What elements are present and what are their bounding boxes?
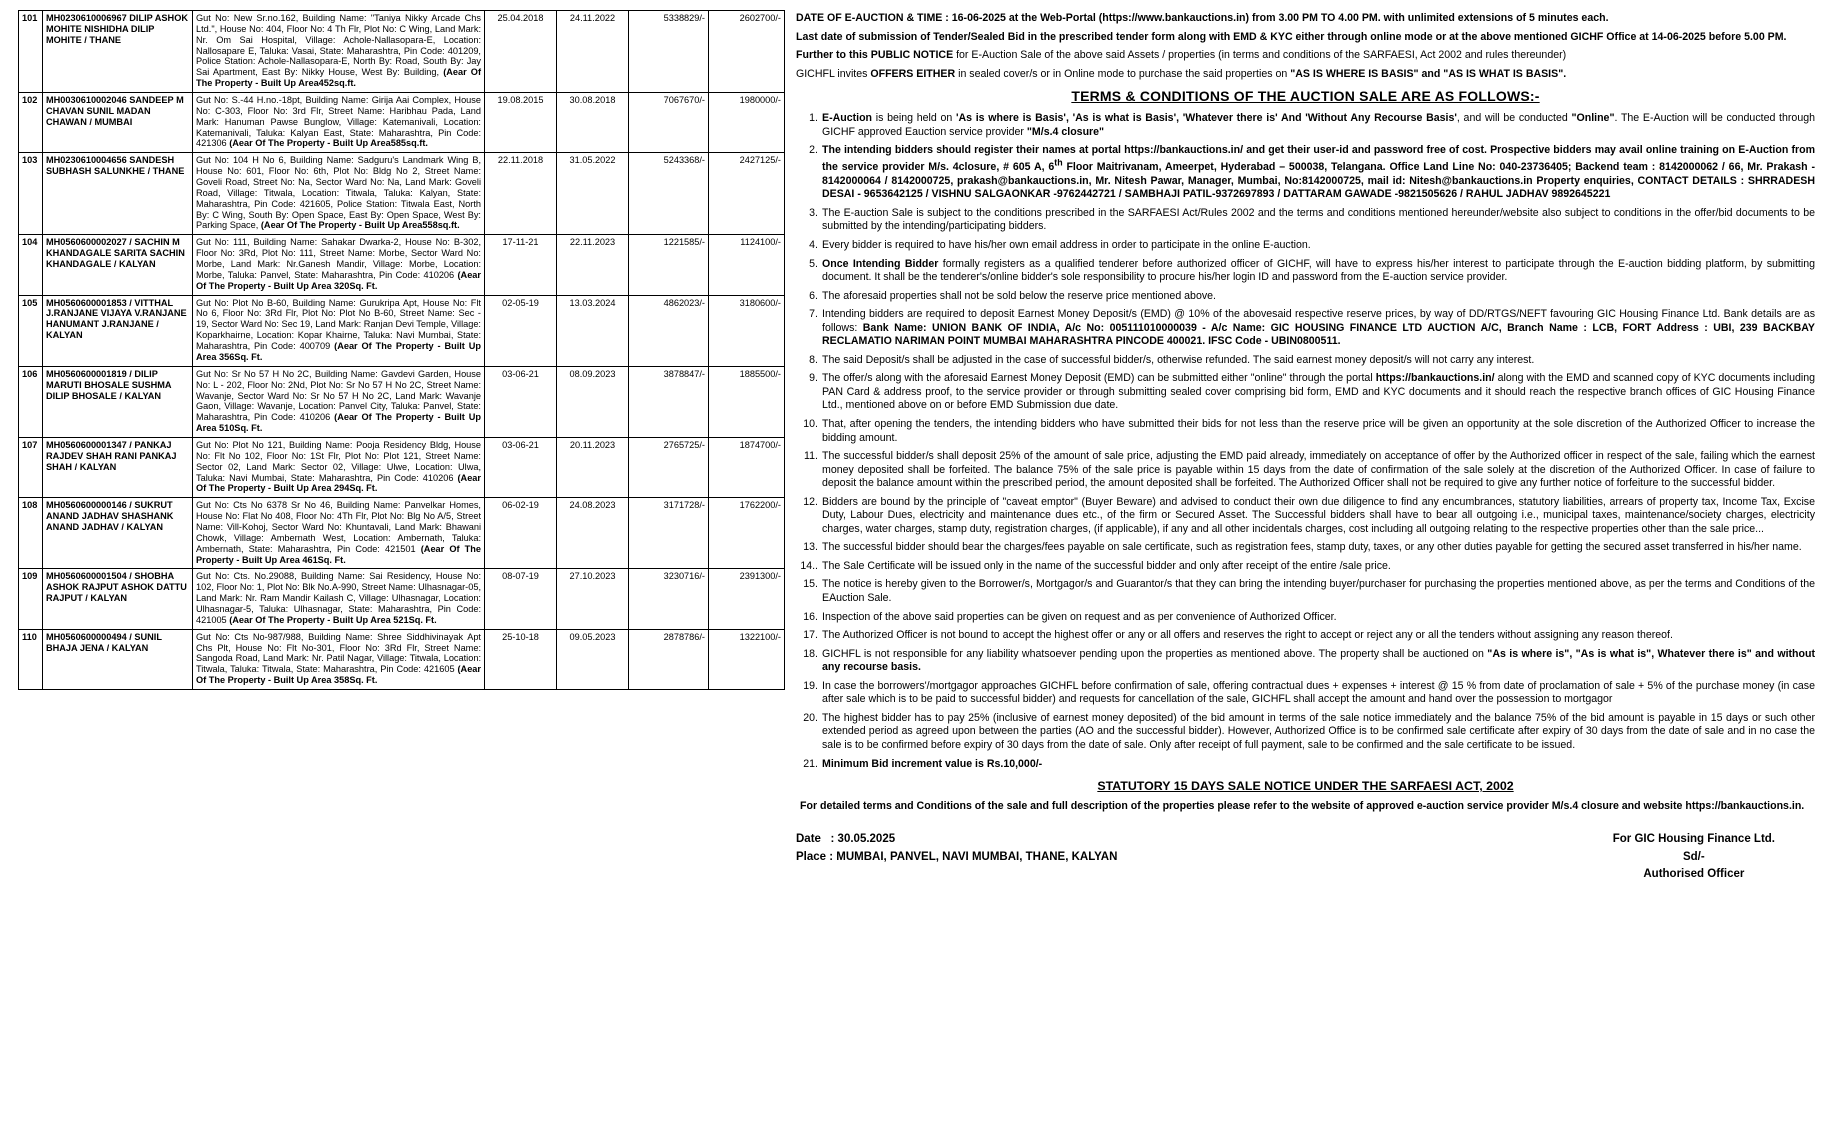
row-demand-amount: 3230716/-	[629, 569, 709, 629]
row-borrower-name: MH0560600001504 / SHOBHA ASHOK RAJPUT ASHOK DATTU RAJPUT / KALYAN	[43, 569, 193, 629]
term-number: 10.	[803, 418, 818, 431]
term-number: 4.	[809, 239, 818, 251]
statutory-notice-title: STATUTORY 15 DAYS SALE NOTICE UNDER THE SARFAESI ACT, 2002	[1097, 779, 1514, 794]
public-notice-line	[796, 49, 1815, 63]
row-date-one: 02-05-19	[485, 295, 557, 366]
public-notice-keyword: PUBLIC NOTICE	[870, 49, 954, 62]
row-reserve-price: 1322100/-	[709, 629, 785, 689]
term-item	[803, 679, 1815, 707]
row-demand-amount: 7067670/-	[629, 93, 709, 153]
term-item	[809, 239, 1815, 253]
row-borrower-name: MH0230610006967 DILIP ASHOK MOHITE NISHIDHA DILIP MOHITE / THANE	[43, 11, 193, 93]
date-value: : 30.05.2025	[830, 833, 896, 846]
term-number: 11.	[804, 450, 818, 463]
term-item	[809, 144, 1815, 202]
officer-title: Authorised Officer	[1643, 867, 1745, 880]
row-date-two: 08.09.2023	[557, 366, 629, 437]
row-serial-number: 102	[19, 93, 43, 153]
date-place-block	[796, 831, 1117, 866]
term-number: 15.	[803, 578, 818, 591]
term-number: 8.	[809, 353, 818, 366]
property-table-section	[18, 10, 784, 1117]
term-text: Once Intending Bidder formally registers as a qualified tenderer before authorized officer of GICHF, will have to express his/her interest to participate through the E-auction bidding platform, by submitting document. It shall be the tenderer's/online bidder's sole responsibility to procure his/her login ID and password from the E-auction service provider.	[822, 257, 1816, 284]
auction-datetime-line: DATE OF E-AUCTION & TIME : 16-06-2025 at the Web-Portal (https://www.bankauctions.in) from 3.00 PM TO 4.00 PM. with unlimited extensions of 5 minutes each.	[796, 12, 1609, 24]
term-number: 17.	[803, 629, 818, 642]
row-date-one: 06-02-19	[485, 498, 557, 569]
row-serial-number: 110	[19, 629, 43, 689]
row-date-one: 03-06-21	[485, 437, 557, 497]
row-date-one: 25.04.2018	[485, 11, 557, 93]
term-number: 6.	[809, 289, 818, 302]
term-item	[809, 112, 1815, 139]
row-demand-amount: 2878786/-	[629, 629, 709, 689]
term-item	[809, 289, 1815, 304]
term-item	[809, 308, 1815, 349]
term-text: The offer/s along with the aforesaid Earnest Money Deposit (EMD) can be submitted either "online" through the portal https://bankauctions.in/ along with the EMD and scanned copy of KYC documents including PAN Card & address proof, to the service provider or through submitting sealed cover comprising bid form, EMD and KYC documents and it should reach the respective branch offices of GIC Housing Finance Ltd., mentioned above on or before EMD Submission due date.	[822, 372, 1815, 412]
term-number: 9.	[809, 372, 818, 385]
row-serial-number: 107	[19, 437, 43, 497]
row-property-description: Gut No: Plot No B-60, Building Name: Gurukripa Apt, House No: Flt No 6, Floor No: 3Rd Flr, Plot No: Plot No B-60, Street Name: Sec - 19, Sector Ward No: Sec 19, Land Mark: Ranjan Devi Temple, Village: Koparkhairne, Location: Kopar Khairne, Taluka: Navi Mumbai, State: Maharashtra, Pin Code: 400709 (Aear Of The Property - Built Up Area 356Sq. Ft.	[193, 295, 485, 366]
row-reserve-price: 2602700/-	[709, 11, 785, 93]
row-reserve-price: 2427125/-	[709, 153, 785, 235]
offers-lead: GICHFL invites	[796, 67, 871, 80]
authorised-officer-block	[1613, 831, 1815, 883]
row-property-description: Gut No: S.-44 H.no.-18pt, Building Name: Girija Aai Complex, House No: C-303, Floor No: 3rd Flr, Street Name: Haribhau Pada, Land Mark: Hanuman Pawse Bunglow, Village: Katemanivali, Location: Katemanivali, Taluka: Kalyan East, State: Maharashtra, Pin Code: 421306 (Aear Of The Property - Built Up Area585sq.ft.	[193, 93, 485, 153]
row-serial-number: 104	[19, 235, 43, 295]
term-text: Every bidder is required to have his/her own email address in order to participate in the online E-auction.	[822, 239, 1311, 251]
row-borrower-name: MH0030610002046 SANDEEP M CHAVAN SUNIL MADAN CHAWAN / MUMBAI	[43, 93, 193, 153]
term-text: E-Auction is being held on 'As is where is Basis', 'As is what is Basis', 'Whatever there is' And 'Without Any Recourse Basis', and will be conducted "Online". The E-Auction will be conducted through GICHF approved Eauction service provider "M/s.4 closure"	[822, 112, 1815, 138]
place-value: : MUMBAI, PANVEL, NAVI MUMBAI, THANE, KALYAN	[829, 850, 1118, 863]
row-date-two: 30.08.2018	[557, 93, 629, 153]
row-reserve-price: 1980000/-	[709, 93, 785, 153]
row-date-one: 19.08.2015	[485, 93, 557, 153]
row-date-two: 09.05.2023	[557, 629, 629, 689]
term-number: 7.	[809, 308, 818, 321]
row-date-two: 13.03.2024	[557, 295, 629, 366]
term-item	[809, 372, 1815, 413]
term-item	[803, 647, 1815, 675]
table-row	[19, 295, 785, 366]
row-property-description: Gut No: Cts No 6378 Sr No 46, Building Name: Panvelkar Homes, House No: Flat No 408, Floor No: 4Th Flr, Plot No: Blg No A/5, Street Name: Vill-Kohoj, Sector Ward No: Khuntavali, Land Mark: Bhawani Chowk, Village: Ambernath West, Location: Ambernath, Taluka: Ambernath, State: Maharashtra, Pin Code: 421501 (Aear Of The Property - Built Up Area 461Sq. Ft.	[193, 498, 485, 569]
term-text: Inspection of the above said properties can be given on request and as per convenience of Authorized Officer.	[822, 610, 1337, 623]
term-number: 13.	[803, 541, 818, 554]
row-borrower-name: MH0560600000146 / SUKRUT ANAND JADHAV SHASHANK ANAND JADHAV / KALYAN	[43, 498, 193, 569]
term-item	[803, 757, 1815, 772]
row-serial-number: 101	[19, 11, 43, 93]
term-item	[803, 418, 1815, 445]
term-item	[809, 257, 1816, 285]
term-item	[803, 629, 1815, 643]
term-item	[804, 450, 1815, 491]
row-date-one: 03-06-21	[485, 366, 557, 437]
row-borrower-name: MH0560600001819 / DILIP MARUTI BHOSALE SUSHMA DILIP BHOSALE / KALYAN	[43, 366, 193, 437]
term-text: The aforesaid properties shall not be sold below the reserve price mentioned above.	[822, 289, 1216, 302]
row-borrower-name: MH0560600000494 / SUNIL BHAJA JENA / KALYAN	[43, 629, 193, 689]
public-notice-rest: for E-Auction Sale of the above said Assets / properties (in terms and conditions of the SARFAESI, Act 2002 and rules thereunder)	[953, 49, 1567, 62]
row-serial-number: 106	[19, 366, 43, 437]
term-number: 20.	[803, 711, 818, 724]
offers-mid: in sealed cover/s or in Online mode to purchase the said properties on	[955, 67, 1291, 80]
place-label: Place	[796, 850, 827, 863]
term-text: The successful bidder/s shall deposit 25% of the amount of sale price, adjusting the EMD paid already, immediately on acceptance of offer by the Authorized officer in respect of the sale, failing which the earnest money deposited shall be forfeited. The balance 75% of the sale price is payable within 15 days from the date of confirmation of the sale solely at the discretion of the Authorized Officer. In case of failure to deposit the balance amount within the prescribed period, the amount deposited shall be forfeited. The Authorized Officer shall not be required to give any further notice of forfeiture to the successful bidder.	[822, 450, 1815, 490]
term-text: The Sale Certificate will be issued only in the name of the successful bidder and only after receipt of the entire /sale price.	[822, 559, 1391, 572]
row-reserve-price: 1874700/-	[709, 437, 785, 497]
company-name: For GIC Housing Finance Ltd.	[1612, 833, 1775, 846]
row-property-description: Gut No: Plot No 121, Building Name: Pooja Residency Bldg, House No: Flt No 102, Floor No: 1St Flr, Plot No: Plot 121, Street Name: Sector 02, Land Mark: Sector 02, Village: Ulwe, Location: Ulwa, Taluka: Navi Mumbai, State: Maharashtra, Pin Code: 410206 (Aear Of The Property - Built Up Area 294Sq. Ft.	[193, 437, 485, 497]
term-item	[803, 711, 1815, 753]
term-item	[803, 495, 1815, 537]
term-text: Intending bidders are required to deposit Earnest Money Deposit/s (EMD) @ 10% of the abovesaid respective reserve prices, by way of DD/RTGS/NEFT favouring GIC Housing Finance Ltd. Bank details are as follows: Bank Name: UNION BANK OF INDIA, A/c No: 005111010000039 - A/c Name: GIC HOUSING FINANCE LTD AUCTION A/C, Branch Name : LCB, FORT Address : UBI, 239 BACKBAY RECLAMATIO NARIMAN POINT MUMBAI MAHARASHTRA PINCODE 400021. IFSC Code - UBIN0800511.	[822, 308, 1815, 348]
term-number: 19.	[803, 679, 818, 692]
row-serial-number: 103	[19, 153, 43, 235]
offers-keyword: OFFERS EITHER	[870, 67, 956, 80]
term-item	[809, 353, 1815, 368]
row-demand-amount: 5243368/-	[629, 153, 709, 235]
row-date-one: 25-10-18	[485, 629, 557, 689]
row-date-one: 17-11-21	[485, 235, 557, 295]
row-date-one: 22.11.2018	[485, 153, 557, 235]
row-borrower-name: MH0560600001853 / VITTHAL J.RANJANE VIJAYA V.RANJANE HANUMANT J.RANJANE / KALYAN	[43, 295, 193, 366]
term-number: 18.	[803, 647, 818, 660]
row-demand-amount: 5338829/-	[629, 11, 709, 93]
row-borrower-name: MH0560600001347 / PANKAJ RAJDEV SHAH RANI PANKAJ SHAH / KALYAN	[43, 437, 193, 497]
term-item	[809, 206, 1815, 234]
term-number: 1.	[809, 112, 818, 125]
table-row	[19, 11, 785, 93]
term-text: The notice is hereby given to the Borrower/s, Mortgagor/s and Guarantor/s that they can bring the intending buyer/purchaser for purchasing the properties mentioned above, as per the terms and Conditions of the EAuction Sale.	[822, 578, 1815, 605]
row-reserve-price: 1885500/-	[709, 366, 785, 437]
term-text: The said Deposit/s shall be adjusted in the case of successful bidder/s, otherwise refunded. The said earnest money deposit/s will not carry any interest.	[822, 353, 1535, 366]
table-row	[19, 629, 785, 689]
row-date-two: 22.11.2023	[557, 235, 629, 295]
term-text: Minimum Bid increment value is Rs.10,000/-	[822, 757, 1043, 770]
row-date-two: 20.11.2023	[557, 437, 629, 497]
term-text: Bidders are bound by the principle of "caveat emptor" (Buyer Beware) and advised to conduct their own due diligence to find any encumbrances, statutory liabilities, arrears of property tax, Income Tax, Excise Duty, Labour Dues, electricity and maintenance dues etc., of the firm or Secured Asset. The Successful bidders shall have to bear all outgoing i.e., municipal taxes, maintenance/society charges, electricity charges, water charges, stamp duty, registration charges, (if applicable), if any and all other incidentals charges, cost including all outgoing relating to the respective properties other than the sale price...	[822, 495, 1815, 535]
row-demand-amount: 2765725/-	[629, 437, 709, 497]
term-item	[803, 610, 1815, 625]
term-text: The successful bidder should bear the charges/fees payable on sale certificate, such as registration fees, stamp duty, taxes, or any other duties payable for getting the secured asset transferred in his/her name.	[822, 541, 1802, 554]
row-date-one: 08-07-19	[485, 569, 557, 629]
table-row	[19, 498, 785, 569]
signature-block	[796, 831, 1815, 883]
term-number: 3.	[809, 206, 818, 219]
row-demand-amount: 4862023/-	[629, 295, 709, 366]
row-property-description: Gut No: Cts No-987/988, Building Name: Shree Siddhivinayak Apt Chs Plt, House No: Flt No-301, Floor No: 3Rd Flr, Street Name: Sangoda Road, Land Mark: Nr. Patil Nagar, Village: Titwala, Location: Titwala, Taluka: Titwala, State: Maharashtra, Pin Code: 421605 (Aear Of The Property - Built Up Area 358Sq. Ft.	[193, 629, 485, 689]
row-property-description: Gut No: 111, Building Name: Sahakar Dwarka-2, House No: B-302, Floor No: 3Rd, Plot No: 111, Street Name: Morbe, Sector Ward No: Morbe, Land Mark: Nr.Ganesh Mandir, Village: Morbe, Location: Morbe, Taluka: Panvel, State: Maharashtra, Pin Code: 410206 (Aear Of The Property - Built Up Area 320Sq. Ft.	[193, 235, 485, 295]
table-row	[19, 153, 785, 235]
table-row	[19, 235, 785, 295]
row-property-description: Gut No: New Sr.no.162, Building Name: "Taniya Nikky Arcade Chs Ltd.", House No: 404, Floor No: 4 Th Flr, Plot No: C Wing, Land Mark: Nr. Om Sai Hospital, Village: Achole-Nallasopara-E, Location: Nallosapare E, Taluka: Vasai, State: Maharashtra, Pin Code: 401209, Police Station: Achole-Nallasopara-E, North By: Road, South By: Jay Sai Apartment, East By: Nikky House, West By: Building, (Aear Of The Property - Built Up Area452sq.ft.	[193, 11, 485, 93]
term-number: 16.	[803, 610, 818, 623]
offers-line	[796, 68, 1815, 82]
row-property-description: Gut No: Sr No 57 H No 2C, Building Name: Gavdevi Garden, House No: L - 202, Floor No: 2Nd, Plot No: Sr No 57 H No 2C, Street Name: Wavanje, Sector Ward No: Sr No 57 H No 2C, Land Mark: Wavanje Gaon, Village: Wavanje, Location: Panvel City, Taluka: Panvel, State: Maharashtra, Pin Code: 410206 (Aear Of The Property - Built Up Area 510Sq. Ft.	[193, 366, 485, 437]
row-serial-number: 105	[19, 295, 43, 366]
row-date-two: 24.11.2022	[557, 11, 629, 93]
row-reserve-price: 1124100/-	[709, 235, 785, 295]
term-number: 21.	[803, 757, 818, 770]
term-item	[803, 578, 1815, 605]
term-number: 2.	[809, 144, 818, 157]
term-item	[800, 559, 1815, 574]
term-number: 14..	[800, 559, 818, 572]
row-reserve-price: 3180600/-	[709, 295, 785, 366]
date-row	[796, 831, 1117, 848]
table-row	[19, 93, 785, 153]
term-text: In case the borrowers'/mortgagor approaches GICHFL before confirmation of sale, offering contractual dues + expenses + interest @ 15 % from date of proclamation of sale + 5% of the purchase money (in case after sale which is to be paid to successful bidder) and requests for cancellation of the sale, GICHFL shall accept the amount and hand over the possession to mortgagor	[822, 679, 1815, 706]
term-item	[803, 541, 1815, 555]
closing-paragraph: For detailed terms and Conditions of the sale and full description of the properties please refer to the website of approved e-auction service provider M/s.4 closure and website https://bankauctions.in.	[800, 799, 1805, 812]
row-demand-amount: 1221585/-	[629, 235, 709, 295]
term-text: The highest bidder has to pay 25% (inclusive of earnest money deposited) of the bid amount in terms of the sale notice immediately and the balance 75% of the bid amount is payable in 15 days or such other extended period as agreed upon between the parties (AO and the successful bidder). However, Authorized Office is to be confirmed sale certificate after expiry of 30 days from the date of sale and in no case the sale is to be confirmed before expiry of 30 days from the date of sale. Only after receipt of full payment, sale to be confirmed and the sale certificate to be issued.	[822, 711, 1815, 751]
table-row	[19, 366, 785, 437]
row-reserve-price: 1762200/-	[709, 498, 785, 569]
row-date-two: 31.05.2022	[557, 153, 629, 235]
table-row	[19, 437, 785, 497]
term-number: 12.	[803, 495, 818, 508]
row-borrower-name: MH0230610004656 SANDESH SUBHASH SALUNKHE / THANE	[43, 153, 193, 235]
term-text: GICHFL is not responsible for any liability whatsoever pending upon the properties as mentioned above. The property shall be auctioned on "As is where is", "As is what is", Whatever there is" and without any recourse basis.	[822, 647, 1815, 674]
row-property-description: Gut No: 104 H No 6, Building Name: Sadguru's Landmark Wing B, House No: 601, Floor No: 6th, Plot No: Bldg No 2, Street Name: Goveli Road, Street No: Na, Sector Ward No: Na, Land Mark: Goveli Road, Village: Titwala, Location: Titwala, Taluka: Kalyan, State: Maharashtra, Pin Code: 421605, Police Station: Titwala East, North By: C Wing, South By: Open Space, East By: Open Space, West By: Parking Space, (Aear Of The Property - Built Up Area558sq.ft.	[193, 153, 485, 235]
term-text: The Authorized Officer is not bound to accept the highest offer or any or all offers and reserves the right to accept or reject any or all the tenders without assigning any reason thereof.	[822, 629, 1673, 642]
signature-mark: Sd/-	[1682, 850, 1705, 863]
notice-section	[796, 10, 1815, 1117]
term-number: 5.	[809, 257, 818, 270]
row-serial-number: 108	[19, 498, 43, 569]
bid-submission-deadline-line: Last date of submission of Tender/Sealed Bid in the prescribed tender form along with EMD & KYC either through online mode or at the above mentioned GICHF Office at 14-06-2025 before 5.00 PM.	[796, 30, 1787, 43]
row-serial-number: 109	[19, 569, 43, 629]
date-label: Date	[796, 833, 821, 846]
row-demand-amount: 3878847/-	[629, 366, 709, 437]
term-text: That, after opening the tenders, the intending bidders who have submitted their bids for not less than the reserve price will be given an opportunity at the sole discretion of the Authorized Officer to increase the bidding amount.	[822, 418, 1815, 444]
row-property-description: Gut No: Cts. No.29088, Building Name: Sai Residency, House No: 102, Floor No: 1, Plot No: Blk No.A-990, Street Name: Ulhasnagar-05, Land Mark: Nr. Ram Mandir Kailash C, Village: Ulhasnagar, Location: Ulhasnagar-5, Taluka: Ulhasnagar, State: Maharashtra, Pin Code: 421005 (Aear Of The Property - Built Up Area 521Sq. Ft.	[193, 569, 485, 629]
public-notice-lead: Further to this	[796, 49, 871, 62]
term-text: The E-auction Sale is subject to the conditions prescribed in the SARFAESI Act/Rules 2002 and the terms and conditions mentioned hereunder/website also subject to conditions in the offer/bid documents to be submitted by the intending/participating bidders.	[822, 206, 1815, 233]
term-text: The intending bidders should register their names at portal https://bankauctions.in/ and get their user-id and password free of cost. Prospective bidders may avail online training on E-Auction from the service provider M/s. 4closure, # 605 A, 6th Floor Maitrivanam, Ameerpet, Hyderabad – 500038, Telangana. Office Land Line No: 040-23736405; Backend team : 8142000062 / 66, Mr. Prakash - 8142000064 / 8142000725, prakash@bankauctions.in, Mr. Nitesh Pawar, Manager, Mumbai, No:8142000725, mail id: Nitesh@bankauctions.in Property enquiries, CONTACT DETAILS : SHRRADESH DESAI - 9653642125 / VISHNU SALGAONKAR -9762442721 / SAMBHAJI PATIL-9372697893 / DATTARAM GAWADE -9821505626 / RAHUL JADHAV 9892645221	[822, 144, 1815, 201]
table-row	[19, 569, 785, 629]
property-table	[18, 10, 785, 690]
place-row	[796, 849, 1117, 866]
terms-title: TERMS & CONDITIONS OF THE AUCTION SALE ARE AS FOLLOWS:-	[1071, 88, 1540, 105]
row-reserve-price: 2391300/-	[709, 569, 785, 629]
row-date-two: 24.08.2023	[557, 498, 629, 569]
row-borrower-name: MH0560600002027 / SACHIN M KHANDAGALE SARITA SACHIN KHANDAGALE / KALYAN	[43, 235, 193, 295]
row-date-two: 27.10.2023	[557, 569, 629, 629]
offers-basis: "AS IS WHERE IS BASIS" and "AS IS WHAT IS BASIS".	[1290, 67, 1567, 80]
row-demand-amount: 3171728/-	[629, 498, 709, 569]
terms-list	[796, 112, 1815, 771]
